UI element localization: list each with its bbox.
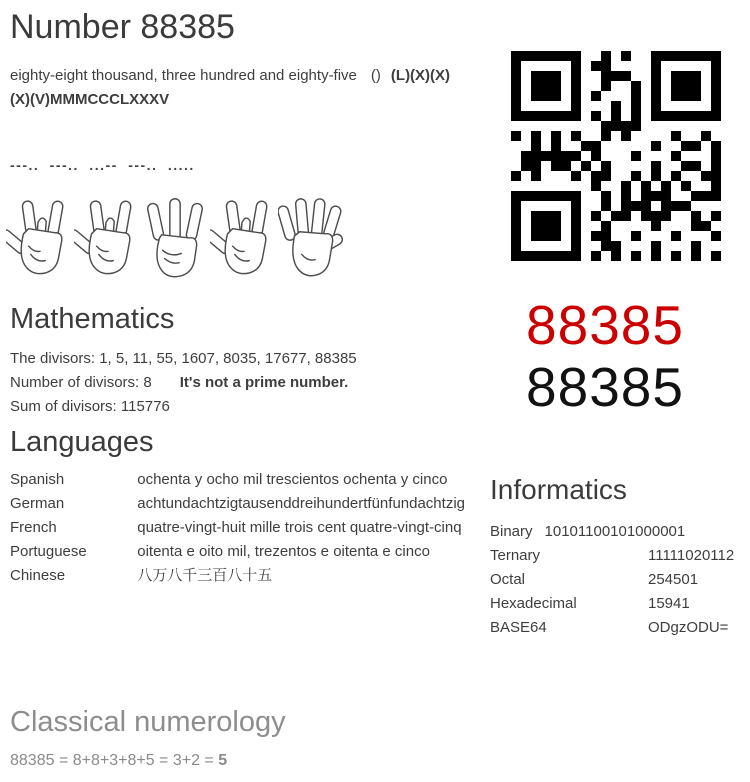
page-title: Number 88385 xyxy=(10,8,235,46)
informatics-value: ODgzODU= xyxy=(648,619,729,636)
language-value: 八万八千三百八十五 xyxy=(137,567,273,584)
number-in-words: eighty-eight thousand, three hundred and eighty-five xyxy=(10,67,357,84)
qr-code xyxy=(511,51,721,261)
informatics-label: Ternary xyxy=(490,547,541,564)
numerology-formula xyxy=(10,752,227,770)
numerology-equation: 88385 = 8+8+3+8+5 = 3+2 = xyxy=(10,752,219,769)
informatics-label: Hexadecimal xyxy=(490,595,577,612)
informatics-value: 10101100101000001 xyxy=(544,523,686,540)
informatics-row-hexadecimal xyxy=(490,592,748,616)
hand-sign-8 xyxy=(6,196,72,284)
language-value: ochenta y ocho mil trescientos ochenta y cinco xyxy=(137,471,448,488)
language-row xyxy=(10,540,465,564)
language-label: Spanish xyxy=(10,471,65,488)
divisors-line: The divisors: 1, 5, 11, 55, 1607, 8035, 17677, 88385 xyxy=(10,350,357,367)
numerology-heading: Classical numerology xyxy=(10,706,286,738)
informatics-value: 15941 xyxy=(648,595,690,612)
language-value: oitenta e oito mil, trezentos e oitenta e cinco xyxy=(137,543,430,560)
languages-heading: Languages xyxy=(10,426,154,458)
language-label: French xyxy=(10,519,57,536)
empty-parens: () xyxy=(370,67,381,84)
informatics-label: Octal xyxy=(490,571,526,588)
hand-sign-5 xyxy=(278,196,344,284)
language-row xyxy=(10,564,465,588)
informatics-value: 254501 xyxy=(648,571,699,588)
informatics-label: BASE64 xyxy=(490,619,547,636)
hand-signs xyxy=(6,196,344,284)
prime-note: It's not a prime number. xyxy=(179,374,349,391)
hand-sign-8 xyxy=(210,196,276,284)
informatics-heading: Informatics xyxy=(490,474,627,505)
language-label: Portuguese xyxy=(10,543,87,560)
big-number-black: 88385 xyxy=(526,356,684,418)
language-value: achtundachtzigtausenddreihundertfünfundachtzig xyxy=(137,495,465,512)
informatics-value: 11111020112 xyxy=(648,547,735,564)
number-in-words-line xyxy=(10,64,462,112)
informatics-row-base64 xyxy=(490,616,748,640)
language-label: German xyxy=(10,495,65,512)
roman-numerals: (L)(X)(X)(X)(V)MMMCCCLXXXV xyxy=(10,67,451,108)
mathematics-facts xyxy=(10,347,357,419)
sum-of-divisors-line: Sum of divisors: 115776 xyxy=(10,398,170,415)
language-value: quatre-vingt-huit mille trois cent quatre-vingt-cinq xyxy=(137,519,462,536)
informatics-row-octal xyxy=(490,568,748,592)
language-row xyxy=(10,468,465,492)
hand-sign-8 xyxy=(74,196,140,284)
language-row xyxy=(10,516,465,540)
informatics-row-ternary xyxy=(490,544,748,568)
informatics-table xyxy=(490,520,748,640)
numerology-result: 5 xyxy=(218,752,228,769)
big-number-red: 88385 xyxy=(526,294,684,356)
informatics-row-binary xyxy=(490,520,748,544)
language-row xyxy=(10,492,465,516)
hand-sign-3 xyxy=(142,196,208,284)
morse-code: ---.. ---.. ...-- ---.. ..... xyxy=(10,157,195,173)
language-label: Chinese xyxy=(10,567,66,584)
informatics-label: Binary xyxy=(490,523,533,540)
divisor-count: Number of divisors: 8 xyxy=(10,374,152,391)
divisor-count-line xyxy=(10,371,357,395)
mathematics-heading: Mathematics xyxy=(10,303,175,335)
languages-table xyxy=(10,468,465,588)
